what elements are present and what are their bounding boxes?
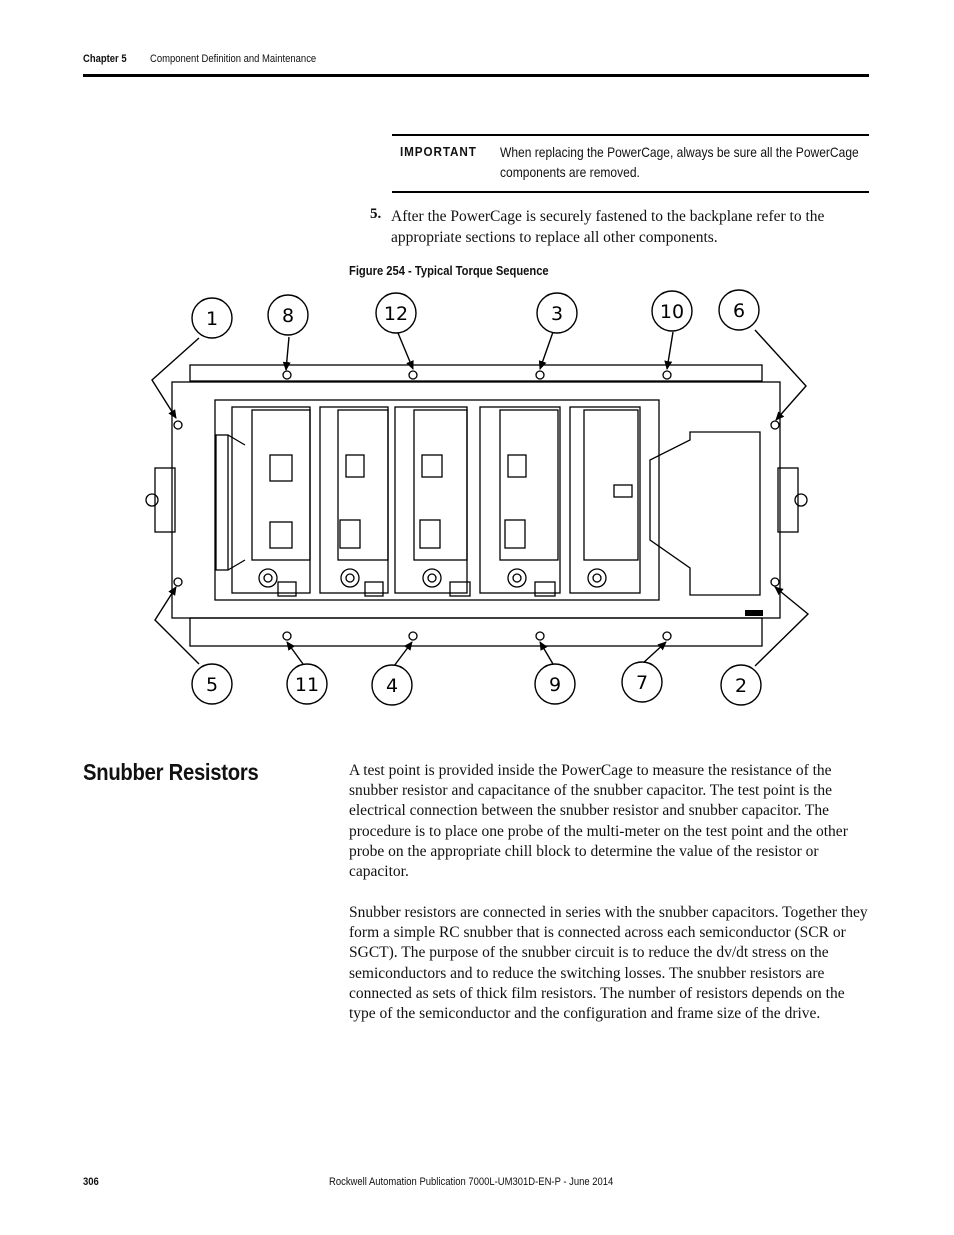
torque-sequence-figure (145, 285, 825, 715)
chapter-label: Chapter 5 (83, 53, 127, 65)
header-rule (83, 74, 869, 77)
callout-number: 10 (659, 301, 685, 323)
callout-number: 11 (294, 674, 320, 696)
callout-number: 7 (635, 672, 649, 694)
step-text: After the PowerCage is securely fastened to the backplane refer to the appropriate sections to replace all other components. (391, 208, 825, 246)
important-text: When replacing the PowerCage, always be sure all the PowerCage components are removed. (500, 144, 859, 180)
callout-number: 12 (383, 303, 409, 325)
callout-number: 2 (734, 675, 748, 697)
figure-caption: Figure 254 - Typical Torque Sequence (349, 263, 549, 278)
powercage-drawing (146, 365, 807, 646)
publication-info: Rockwell Automation Publication 7000L-UM301D-EN-P - June 2014 (329, 1176, 614, 1188)
callout-number: 8 (281, 305, 295, 327)
callout-number: 5 (205, 674, 219, 696)
callout-number: 1 (205, 308, 219, 330)
important-label: IMPORTANT (400, 144, 477, 159)
part-label-mark (745, 610, 763, 616)
callout-number: 9 (548, 674, 562, 696)
chapter-title: Component Definition and Maintenance (150, 53, 317, 65)
body-paragraph: Snubber resistors are connected in series with the snubber capacitors. Together they form a simple RC snubber that is connected across each semiconductor (SCR or SGCT). The purpose of the snubber circuit is to reduce the dv/dt stress on the semiconductors and to reduce the switching losses. The snubber resistors are connected as sets of thick film resistors. The number of resistors depends on the type of the semiconductor and the configuration and frame size of the drive. (349, 904, 868, 1023)
callout-number: 4 (385, 675, 399, 697)
callout-number: 6 (732, 300, 746, 322)
body-paragraph: A test point is provided inside the PowerCage to measure the resistance of the snubber resistor and capacitance of the snubber capacitor. The test point is the electrical connection between the snubber resistor and snubber capacitor. The procedure is to place one probe of the multi-meter on the test point and the other probe on the appropriate chill block to determine the value of the resistor or capacitor. (349, 762, 848, 881)
section-heading: Snubber Resistors (83, 759, 259, 785)
callout-number: 3 (550, 303, 564, 325)
page-number: 306 (83, 1176, 99, 1188)
step-number: 5. (370, 206, 382, 222)
